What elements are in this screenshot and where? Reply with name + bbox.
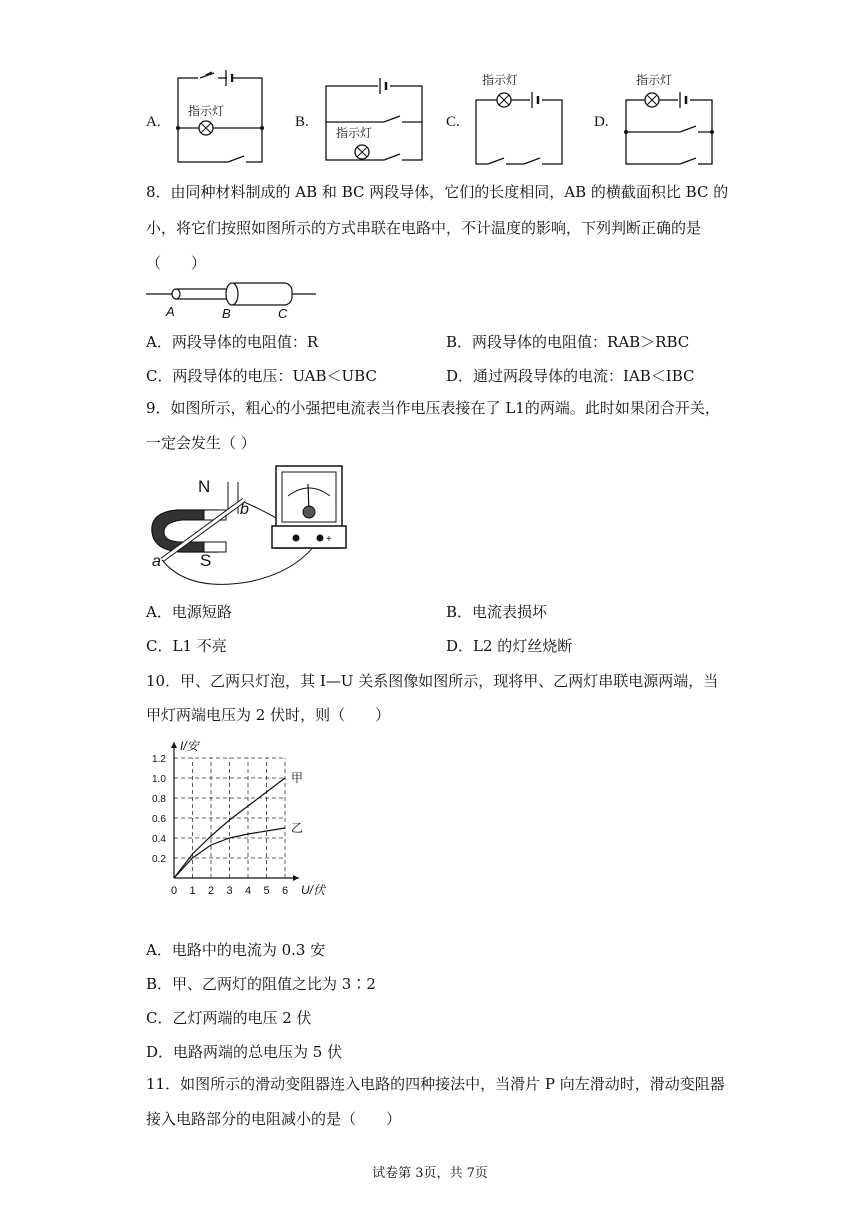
lamp-label-d: 指示灯 (636, 73, 673, 87)
q10-option-a: A．电路中的电流为 0.3 安 (146, 941, 326, 959)
q8-option-b: B．两段导体的电阻值：RAB＞RBC (446, 333, 690, 351)
y-tick-label: 0.2 (152, 854, 166, 865)
lamp-label-c: 指示灯 (482, 73, 519, 87)
q10-option-d: D．电路两端的总电压为 5 伏 (146, 1043, 343, 1061)
iu-chart (150, 738, 340, 908)
y-tick-label: 0.6 (152, 814, 166, 825)
end-a-label: a (152, 553, 161, 570)
q9-line2: 一定会发生（ ） (146, 434, 256, 452)
q9-option-a: A．电源短路 (146, 603, 232, 621)
q9-option-c: C．L1 不亮 (146, 637, 227, 655)
option-label-a: A. (146, 114, 161, 130)
series-label-1: 甲 (291, 771, 304, 785)
y-tick-label: 1.0 (152, 774, 166, 785)
series-label-2: 乙 (291, 821, 304, 835)
end-b-label: b (240, 501, 249, 518)
q10-line2: 甲灯两端电压为 2 伏时，则（ ） (146, 706, 391, 724)
q10-line1: 10．甲、乙两只灯泡，其 I—U 关系图像如图所示，现将甲、乙两灯串联电源两端，当 (146, 672, 719, 690)
q9-line1: 9．如图所示，粗心的小强把电流表当作电压表接在了 L1的两端。此时如果闭合开关， (146, 399, 720, 417)
circuit-c (472, 70, 572, 170)
fig-label-a: A (166, 304, 175, 319)
q8-option-a: A．两段导体的电阻值：R (146, 333, 319, 351)
svg-text:+: + (326, 534, 332, 545)
option-label-c: C. (446, 114, 460, 130)
circuit-d (622, 70, 722, 170)
magnet-ammeter-figure (148, 462, 358, 597)
x-tick-label: 2 (208, 885, 215, 897)
x-tick-label: 5 (263, 885, 270, 897)
y-tick-label: 0.8 (152, 794, 166, 805)
q8-option-d: D．通过两段导体的电流：IAB＜IBC (446, 367, 695, 385)
q8-option-c: C．两段导体的电压：UAB＜UBC (146, 367, 377, 385)
option-label-d: D. (594, 114, 609, 130)
y-tick-label: 1.2 (152, 754, 166, 765)
q10-option-b: B．甲、乙两灯的阻值之比为 3∶2 (146, 975, 376, 993)
x-tick-label: 4 (245, 885, 252, 897)
conductor-figure (146, 280, 326, 320)
q11-line1: 11．如图所示的滑动变阻器连入电路的四种接法中，当滑片 P 向左滑动时，滑动变阻器 (146, 1075, 725, 1093)
q11-line2: 接入电路部分的电阻减小的是（ ） (146, 1110, 402, 1128)
fig-label-b: B (222, 306, 231, 321)
y-axis-label: I/安 (180, 739, 199, 753)
lamp-label-b: 指示灯 (336, 126, 373, 140)
pole-s-label: S (200, 551, 212, 570)
y-axis-arrow (171, 742, 177, 748)
lamp-label-a: 指示灯 (188, 104, 225, 118)
q8-line2: 小，将它们按照如图所示的方式串联在电路中，不计温度的影响，下列判断正确的是 (146, 219, 702, 237)
x-tick-label: 6 (282, 885, 289, 897)
option-label-b: B. (295, 114, 309, 130)
x-tick-label: 0 (171, 885, 178, 897)
pole-n-label: N (198, 477, 211, 496)
y-tick-label: 0.4 (152, 834, 166, 845)
q10-option-c: C．乙灯两端的电压 2 伏 (146, 1009, 312, 1027)
circuit-b (322, 80, 432, 170)
fig-label-c: C (278, 306, 288, 321)
circuit-a (170, 70, 270, 170)
q8-paren: （ ） (146, 254, 207, 272)
x-axis-label: U/伏 (301, 883, 326, 897)
q8-line1: 8．由同种材料制成的 AB 和 BC 两段导体，它们的长度相同，AB 的横截面积比 BC 的 (146, 183, 729, 201)
x-tick-label: 1 (189, 885, 196, 897)
q9-option-d: D．L2 的灯丝烧断 (446, 637, 573, 655)
x-tick-label: 3 (226, 885, 233, 897)
q9-option-b: B．电流表损坏 (446, 603, 548, 621)
page-footer: 试卷第 3页，共 7页 (372, 1166, 488, 1181)
x-axis-arrow (293, 875, 299, 881)
